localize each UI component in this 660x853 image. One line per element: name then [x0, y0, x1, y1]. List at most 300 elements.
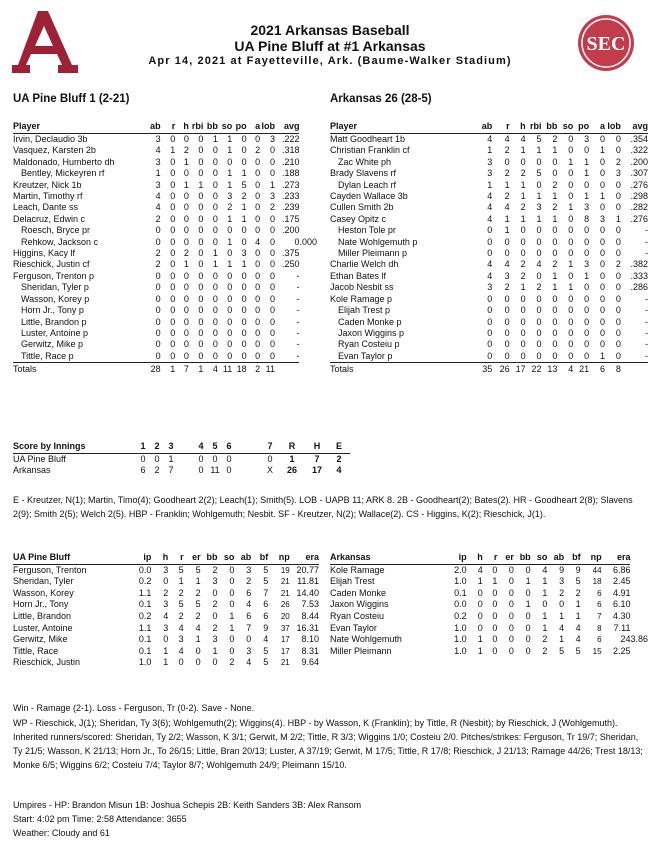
stat-cell: 2	[504, 191, 510, 202]
stat-cell: 6	[246, 587, 252, 598]
game-notes: E - Kreutzer, N(1); Martin, Timo(4); Goodheart 2(2); Leach(1); Smith(5). LOB - UAPB 11; ARK 8. 2B - Goodheart(2); Bates(2). HR - Goodheart 2(8); Slavens 2(9); Smith 2(5); Welch 2(5). HBP - Franklin; Wohlgemuth; Nesbit. SF - Kreutzer, N(2); Wallace(2). CS - Higgins, K(2); Rieschick, J(1).	[13, 495, 633, 519]
stat-cell: -	[296, 293, 300, 304]
stat-cell: 3	[584, 259, 590, 270]
stat-cell: 1	[183, 259, 189, 270]
stat-cell: 0	[269, 168, 275, 179]
stat-cell: 4	[178, 645, 184, 656]
inning-cell: 0	[140, 453, 146, 464]
stat-cell: 0	[536, 156, 542, 167]
stat-cell: 0	[568, 145, 574, 156]
column-header: np	[268, 552, 290, 564]
total-cell: 21	[573, 363, 589, 377]
pitcher-name: Nate Wohlgemuth	[330, 634, 402, 645]
stat-cell: 0	[508, 610, 514, 621]
stat-cell: 4	[255, 236, 261, 247]
stat-cell: 0	[241, 270, 247, 281]
stat-cell: .276	[630, 213, 648, 224]
stat-cell: 1	[559, 610, 565, 621]
stat-cell: 1	[227, 134, 233, 144]
table-row	[330, 157, 648, 168]
inning-cell: 0	[154, 453, 160, 464]
column-header: a	[247, 121, 260, 134]
stat-cell: 0.2	[138, 610, 152, 621]
stat-cell: 0	[183, 293, 189, 304]
stat-cell: 0	[212, 156, 218, 167]
stat-cell: 0	[600, 305, 606, 316]
player-name: Rehkow, Jackson c	[21, 236, 99, 247]
stat-cell: 2	[504, 168, 510, 179]
stat-cell: .175	[281, 213, 300, 224]
column-header: r	[161, 121, 176, 134]
stat-cell: 4	[155, 191, 161, 202]
stat-cell: 1	[600, 145, 606, 156]
stat-cell: 4	[155, 202, 161, 213]
stat-cell: 0	[615, 270, 621, 281]
inning-cell: 1	[289, 453, 295, 464]
stat-cell: 1	[600, 191, 606, 202]
column-header: er	[497, 552, 513, 564]
stat-cell: 2	[575, 587, 581, 598]
stat-cell: 0	[241, 327, 247, 338]
matchup-title: UA Pine Bluff at #1 Arkansas	[234, 38, 426, 54]
stat-cell: 0	[584, 339, 590, 350]
inning-header: E	[328, 441, 350, 453]
table-row	[330, 145, 648, 156]
stat-cell: 1	[584, 191, 590, 202]
stat-cell: 0	[269, 236, 275, 247]
stat-cell: 2	[227, 202, 233, 213]
stat-cell: 1	[552, 282, 558, 293]
stat-cell: 0	[255, 327, 261, 338]
stat-cell: 0	[520, 305, 526, 316]
stat-cell: 0	[163, 634, 169, 645]
stat-cell: 4	[536, 259, 542, 270]
stat-cell: 0	[255, 270, 261, 281]
inning-cell: X	[266, 465, 273, 476]
stat-cell: 0	[525, 610, 531, 621]
stat-cell: 2	[155, 248, 161, 259]
stat-cell: 0	[163, 576, 169, 587]
stat-cell: .222	[281, 134, 300, 144]
stat-cell: 0	[504, 350, 510, 361]
stat-cell: 1	[163, 645, 169, 656]
stat-cell: 0	[520, 350, 526, 361]
table-row	[13, 317, 317, 328]
stat-cell: 0	[241, 339, 247, 350]
stat-cell: 6	[597, 600, 602, 610]
stat-cell: 3	[155, 134, 161, 144]
innings-row	[13, 465, 350, 477]
stat-cell: 0	[155, 327, 161, 338]
stat-cell: 1	[183, 179, 189, 190]
stat-cell: 0	[600, 259, 606, 270]
stat-cell: 0	[536, 327, 542, 338]
stat-cell: 0	[492, 634, 498, 645]
stat-cell: 1	[552, 145, 558, 156]
stat-cell: 0	[170, 236, 176, 247]
column-header: h	[467, 552, 483, 564]
stat-cell: 4	[487, 259, 493, 270]
column-header: po	[573, 121, 589, 134]
stat-cell: 1	[477, 645, 483, 656]
stat-cell: 0	[183, 316, 189, 327]
table-row	[13, 634, 319, 646]
pitcher-name: Miller Pleimann	[330, 645, 392, 656]
total-cell: 17	[510, 363, 526, 377]
stat-cell: 6	[597, 635, 602, 645]
stat-cell: .375	[281, 248, 300, 259]
stat-cell: 0	[487, 248, 493, 259]
stat-cell: 0	[269, 282, 275, 293]
stat-cell: 0	[255, 259, 261, 270]
table-row	[330, 622, 648, 634]
stat-cell: 0	[229, 564, 235, 575]
stat-cell: 2	[520, 168, 526, 179]
stat-cell: 0	[212, 145, 218, 156]
stat-cell: 0	[227, 248, 233, 259]
stat-cell: 0	[212, 191, 218, 202]
stat-cell: 6	[246, 610, 252, 621]
stat-cell: 6	[263, 599, 269, 610]
stat-cell: 0	[536, 270, 542, 281]
stat-cell: .239	[281, 202, 300, 213]
stat-cell: -	[296, 282, 300, 293]
stat-cell: 5	[263, 576, 269, 587]
table-row	[13, 157, 317, 168]
stat-cell: 1	[492, 576, 498, 587]
stat-cell: 0	[552, 168, 558, 179]
column-header: bf	[251, 552, 268, 564]
stat-cell: 0	[269, 213, 275, 224]
stat-cell: 24	[620, 634, 631, 645]
pitcher-name: Gerwitz, Mike	[13, 634, 68, 645]
stat-cell: 0	[155, 305, 161, 316]
stat-cell: 4	[487, 270, 493, 281]
stat-cell: 0	[198, 293, 204, 304]
player-name: Bentley, Mickeyren rf	[21, 168, 105, 179]
stat-cell: 0	[255, 248, 261, 259]
stat-cell: 0	[170, 168, 176, 179]
stat-cell: 0	[212, 282, 218, 293]
pitcher-name: Jaxon Wiggins	[330, 599, 389, 610]
stat-cell: .250	[281, 259, 300, 270]
stat-cell: 0	[615, 202, 621, 213]
stat-cell: 0	[212, 168, 218, 179]
stat-cell: .188	[281, 168, 300, 179]
stat-cell: 0	[269, 270, 275, 281]
table-row	[13, 622, 319, 634]
stat-cell: 0	[552, 350, 558, 361]
stat-cell: 0	[255, 168, 261, 179]
stat-cell: 3	[487, 168, 493, 179]
stat-cell: 0	[508, 576, 514, 587]
player-name: Luster, Antoine p	[21, 327, 89, 338]
column-header: so	[217, 552, 234, 564]
stat-cell: 0	[508, 622, 514, 633]
stat-cell: 1	[584, 168, 590, 179]
total-cell	[275, 363, 299, 377]
column-header: h	[151, 552, 168, 564]
stat-cell: 0	[536, 248, 542, 259]
stat-cell: 0	[170, 293, 176, 304]
stat-cell: 0	[615, 316, 621, 327]
stat-cell: 3	[269, 191, 275, 202]
stat-cell: 0	[552, 236, 558, 247]
table-row	[330, 248, 648, 259]
stat-cell: 0	[183, 305, 189, 316]
stat-cell: 4	[542, 564, 548, 575]
table-row	[330, 225, 648, 236]
stat-cell: 0	[477, 610, 483, 621]
stat-cell: 0	[508, 599, 514, 610]
stat-cell: 3	[584, 202, 590, 213]
stat-cell: 1	[536, 145, 542, 156]
stat-cell: 2	[269, 202, 275, 213]
stat-cell: 1	[552, 213, 558, 224]
stat-cell: 0.0	[138, 564, 152, 575]
stat-cell: 0	[255, 225, 261, 236]
stat-cell: 0	[255, 305, 261, 316]
stat-cell: 2	[504, 145, 510, 156]
away-team-title: UA Pine Bluff 1 (2-21)	[13, 93, 130, 105]
column-header: r	[168, 552, 183, 564]
stat-cell: 1	[584, 156, 590, 167]
stat-cell: 1	[212, 645, 218, 656]
column-header: bb	[201, 552, 218, 564]
stat-cell: 14.40	[296, 587, 319, 598]
inning-header: 2	[150, 441, 164, 453]
stat-cell: 0	[492, 587, 498, 598]
stat-cell: 3	[600, 213, 606, 224]
stat-cell: 0	[525, 587, 531, 598]
stat-cell: 0	[615, 305, 621, 316]
total-cell: 13	[541, 363, 557, 377]
stat-cell: -	[645, 339, 648, 350]
stat-cell: 0.1	[138, 645, 152, 656]
inning-cell: 4	[336, 465, 342, 476]
stat-cell: 0	[269, 145, 275, 156]
stat-cell: 0	[170, 339, 176, 350]
stat-cell: 0	[170, 282, 176, 293]
player-name: Jacob Nesbit ss	[330, 282, 394, 293]
stat-cell: 1	[525, 576, 531, 587]
stat-cell: 1	[269, 179, 275, 190]
inning-cell: 0	[226, 453, 232, 464]
stat-cell: 0	[536, 350, 542, 361]
player-name: Charlie Welch dh	[330, 259, 399, 270]
page-title: 2021 Arkansas Baseball	[250, 22, 410, 38]
stat-cell: 1	[568, 202, 574, 213]
stat-cell: 0	[198, 191, 204, 202]
stat-cell: 3	[178, 634, 184, 645]
stat-cell: 0	[198, 134, 204, 144]
stat-cell: 0	[477, 622, 483, 633]
stat-cell: 0	[212, 202, 218, 213]
stat-cell: 1	[487, 145, 493, 156]
stat-cell: 0.1	[454, 587, 467, 598]
stat-cell: -	[296, 339, 300, 350]
stat-cell: 0	[508, 587, 514, 598]
stat-cell: 1	[520, 179, 526, 190]
stat-cell: -	[645, 248, 648, 259]
inning-header: 3	[164, 441, 178, 453]
player-name: Evan Taylor p	[338, 350, 393, 361]
stat-cell: 4	[575, 634, 581, 645]
stat-cell: 4	[246, 657, 252, 668]
stat-cell: 0	[227, 282, 233, 293]
stat-cell: 9	[559, 564, 565, 575]
stat-cell: 0	[504, 339, 510, 350]
stat-cell: 8.44	[301, 610, 319, 621]
stat-cell: 0	[559, 599, 565, 610]
stat-cell: 5	[575, 576, 581, 587]
stat-cell: 2	[552, 202, 558, 213]
stat-cell: 1	[227, 259, 233, 270]
stat-cell: 0	[487, 225, 493, 236]
stat-cell: 0	[155, 270, 161, 281]
player-name: Delacruz, Edwin c	[13, 213, 86, 224]
table-row	[13, 145, 317, 156]
inning-header: H	[306, 441, 328, 453]
stat-cell: 0	[155, 236, 161, 247]
stat-cell: 8	[597, 623, 602, 633]
stat-cell: -	[645, 293, 648, 304]
stat-cell: 5	[559, 645, 565, 656]
innings-team: UA Pine Bluff	[13, 453, 66, 464]
stat-cell: 0	[615, 134, 621, 144]
stat-cell: 0	[600, 339, 606, 350]
column-header: ab	[141, 121, 160, 134]
stat-cell: 2	[163, 587, 169, 598]
pitching-notes: WP - Rieschick, J(1); Sheridan, Ty 3(6); Wohlgemuth(2); Wiggins(4). HBP - by Wasson, K (Franklin); by Tittle, R (Nesbit); by Rieschick, J (Wohlgemuth). Inherited runners/scored: Sheridan, Ty 2/2; Wasson, K 3/1; Gerwit, M 2/2; Tittle, R 3/3; Wiggins 1/0; Costeiu 2/0. Pitches/strikes: Ferguson, Tr 19/7; Sheridan, Ty 21/5; Wasson, K 21/13; Horn Jr., To 26/15; Little, Bran 20/13; Luster, A 37/19; Gerwit, M 17/5; Tittle, R 17/8; Rieschick, J 21/13; Ramage 44/26; Trest 18/13; Monke 6/5; Wiggins 6/2; Costeiu 7/4; Taylor 8/7; Wohlgemuth 24/9; Pleimann 15/10.	[13, 718, 643, 770]
table-row	[13, 214, 317, 225]
inning-cell: 11	[210, 465, 220, 476]
stat-cell: 3	[212, 576, 218, 587]
stat-cell: 1	[195, 634, 201, 645]
stat-cell: 2	[212, 564, 218, 575]
stat-cell: 0	[536, 225, 542, 236]
stat-cell: 0	[568, 293, 574, 304]
stat-cell: 0	[568, 168, 574, 179]
stat-cell: 5	[263, 564, 269, 575]
table-row	[13, 168, 317, 179]
stat-cell: 26	[280, 600, 290, 610]
column-header: so	[531, 552, 548, 564]
stat-cell: 2	[615, 259, 621, 270]
stat-cell: 0	[183, 213, 189, 224]
stat-cell: 0	[568, 179, 574, 190]
stat-cell: 1	[178, 576, 184, 587]
inning-cell: 0	[198, 465, 204, 476]
stat-cell: 0	[552, 225, 558, 236]
player-name: Cullen Smith 2b	[330, 202, 394, 213]
game-info: Start: 4:02 pm Time: 2:58 Attendance: 3655	[13, 814, 187, 824]
stat-cell: 0	[269, 156, 275, 167]
table-row	[330, 317, 648, 328]
stat-cell: 4	[477, 564, 483, 575]
stat-cell: 0	[255, 316, 261, 327]
stat-cell: 2	[552, 134, 558, 144]
table-row	[13, 259, 317, 270]
player-name: Ethan Bates lf	[330, 270, 387, 281]
inning-header: R	[278, 441, 306, 453]
total-cell: 26	[492, 363, 509, 377]
player-name: Kole Ramage p	[330, 293, 393, 304]
column-header: bb	[203, 121, 217, 134]
column-header: a	[589, 121, 605, 134]
total-cell: 35	[470, 363, 492, 377]
stat-cell: 17	[280, 646, 290, 656]
stat-cell: 1	[241, 213, 247, 224]
stat-cell: 2	[552, 259, 558, 270]
player-name: Leach, Dante ss	[13, 202, 79, 213]
stat-cell: 0.0	[454, 599, 467, 610]
stat-cell: 0	[536, 293, 542, 304]
stat-cell: 0	[170, 202, 176, 213]
column-header: ip	[443, 552, 467, 564]
player-name: Elijah Trest p	[338, 305, 391, 316]
stat-cell: 0	[227, 305, 233, 316]
stat-cell: 1	[536, 213, 542, 224]
stat-cell: 0	[615, 282, 621, 293]
stat-cell: 1	[170, 145, 176, 156]
stat-cell: 1	[575, 610, 581, 621]
stat-cell: 0	[227, 156, 233, 167]
stat-cell: 0	[584, 293, 590, 304]
stat-cell: 7	[263, 587, 269, 598]
stat-cell: 7	[597, 611, 602, 621]
player-name: Sheridan, Tyler p	[21, 282, 89, 293]
stat-cell: 0	[520, 316, 526, 327]
stat-cell: 0	[227, 316, 233, 327]
total-cell: 11	[218, 363, 232, 377]
stat-cell: 0	[477, 599, 483, 610]
player-name: Higgins, Kacy lf	[13, 248, 76, 259]
stat-cell: .318	[281, 145, 300, 156]
player-name: Cayden Wallace 3b	[330, 191, 408, 202]
stat-cell: 0	[195, 657, 201, 668]
stat-cell: 0	[183, 168, 189, 179]
total-cell: 11	[260, 363, 275, 377]
inning-header: 5	[208, 441, 222, 453]
stat-cell: 1	[559, 634, 565, 645]
stat-cell: 2	[155, 213, 161, 224]
stat-cell: 1	[568, 282, 574, 293]
table-row	[330, 134, 648, 146]
stat-cell: 1.0	[454, 634, 467, 645]
stat-cell: 2	[155, 259, 161, 270]
stat-cell: .282	[630, 202, 648, 213]
inning-cell	[178, 453, 194, 465]
stat-cell: 1	[229, 622, 235, 633]
column-header: er	[184, 552, 201, 564]
stat-cell: 4	[487, 134, 493, 144]
player-name: Rieschick, Justin cf	[13, 259, 90, 270]
stat-cell: 0.1	[138, 599, 152, 610]
stat-cell: -	[645, 350, 648, 361]
stat-cell: 1	[504, 213, 510, 224]
stat-cell: 0	[255, 179, 261, 190]
stat-cell: 21	[280, 658, 290, 668]
stat-cell: 2	[552, 179, 558, 190]
stat-cell: 2	[178, 587, 184, 598]
stat-cell: 0	[170, 179, 176, 190]
column-header: bb	[514, 552, 531, 564]
inning-header: 6	[222, 441, 236, 453]
table-row	[13, 294, 317, 305]
stat-cell: 0	[198, 327, 204, 338]
stat-cell: 0	[229, 587, 235, 598]
